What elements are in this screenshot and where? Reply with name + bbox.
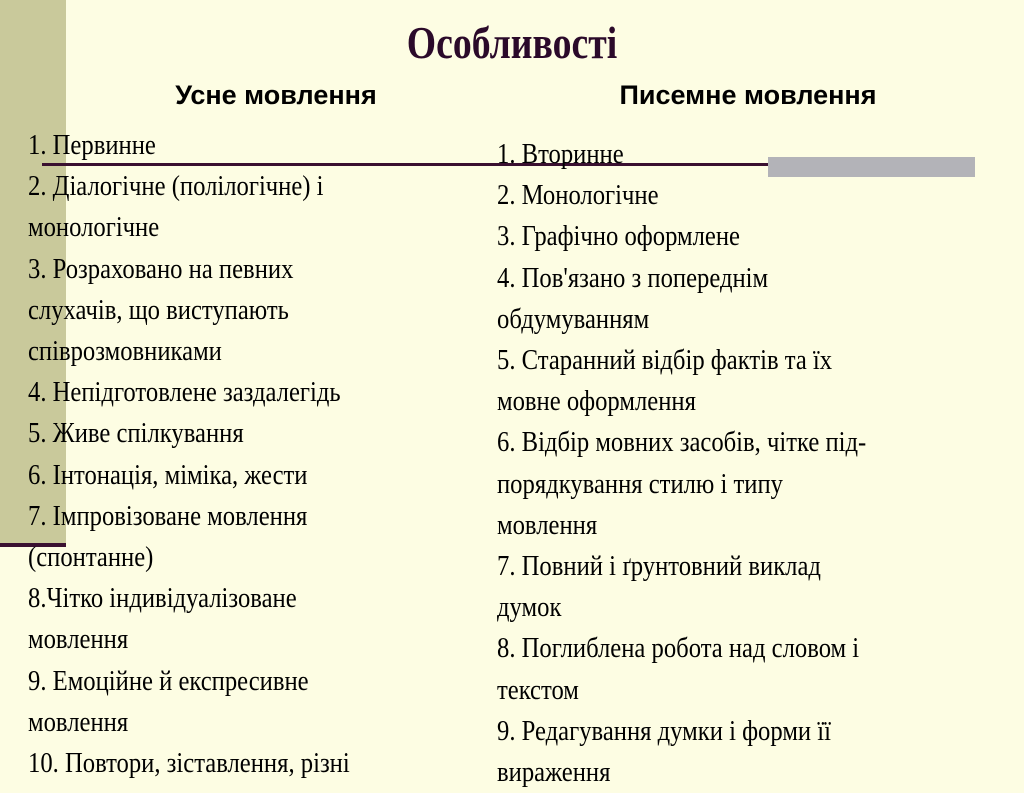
- list-item: [28, 413, 394, 454]
- list-item-line: 9. Емоційне й експресивне: [28, 665, 309, 697]
- oral-speech-list: [28, 125, 394, 784]
- list-item-line: мовлення: [28, 624, 129, 656]
- list-item-line: текстом: [497, 674, 579, 706]
- list-item-line: порядкування стилю і типу: [497, 468, 783, 500]
- list-item-line: монологічне: [28, 212, 160, 244]
- list-item-line: вираження: [497, 757, 611, 789]
- list-item: [497, 216, 917, 257]
- list-item: [497, 175, 917, 216]
- list-item-line: 5. Живе спілкування: [28, 418, 244, 450]
- list-item-line: 6. Відбір мовних засобів, чітке під-: [497, 427, 867, 459]
- list-item: [28, 578, 394, 660]
- list-item-line: мовлення: [497, 509, 598, 541]
- list-item-line: 1. Первинне: [28, 130, 156, 161]
- list-item: [497, 134, 917, 175]
- list-item: [28, 125, 394, 166]
- list-item-line: 8. Поглиблена робота над словом і: [497, 633, 860, 665]
- list-item-line: 5. Старанний відбір фактів та їх: [497, 345, 833, 377]
- list-item: [497, 628, 917, 710]
- list-item: [497, 422, 917, 546]
- list-item-line: 2. Монологічне: [497, 180, 659, 212]
- list-item: [28, 249, 394, 373]
- list-item-line: 2. Діалогічне (полілогічне) і: [28, 171, 324, 203]
- list-item: [497, 340, 917, 422]
- list-item: [28, 455, 394, 496]
- list-item: [497, 258, 917, 340]
- list-item-line: 8.Чітко індивідуалізоване: [28, 583, 297, 615]
- list-item-line: 1. Вторинне: [497, 139, 624, 170]
- written-speech-list: [497, 134, 917, 793]
- list-item: [497, 711, 917, 793]
- list-item-line: 6. Інтонація, міміка, жести: [28, 459, 308, 491]
- list-item: [28, 743, 394, 784]
- list-item: [28, 496, 394, 578]
- list-item-line: співрозмовниками: [28, 336, 222, 368]
- list-item-line: 9. Редагування думки і форми її: [497, 715, 831, 747]
- list-item: [497, 546, 917, 628]
- list-item: [28, 166, 394, 248]
- list-item-line: 3. Графічно оформлене: [497, 221, 740, 253]
- list-item-line: 4. Пов'язано з попереднім: [497, 262, 769, 294]
- list-item-line: мовне оформлення: [497, 386, 696, 418]
- list-item-line: думок: [497, 592, 562, 624]
- list-item-line: 3. Розраховано на певних: [28, 253, 294, 285]
- list-item-line: (спонтанне): [28, 542, 154, 574]
- list-item-line: 7. Повний і ґрунтовний виклад: [497, 551, 821, 583]
- list-item-line: обдумуванням: [497, 303, 650, 335]
- oral-speech-heading: Усне мовлення: [175, 80, 377, 110]
- list-item: [28, 661, 394, 743]
- written-speech-heading: Писемне мовлення: [619, 80, 877, 110]
- list-item-line: 7. Імпровізоване мовлення: [28, 500, 308, 532]
- list-item-line: 10. Повтори, зіставлення, різні: [28, 748, 350, 780]
- list-item: [28, 372, 394, 413]
- list-item-line: слухачів, що виступають: [28, 294, 289, 326]
- list-item-line: 4. Непідготовлене заздалегідь: [28, 377, 341, 409]
- slide-title: Особливості: [406, 17, 618, 68]
- list-item-line: мовлення: [28, 706, 129, 738]
